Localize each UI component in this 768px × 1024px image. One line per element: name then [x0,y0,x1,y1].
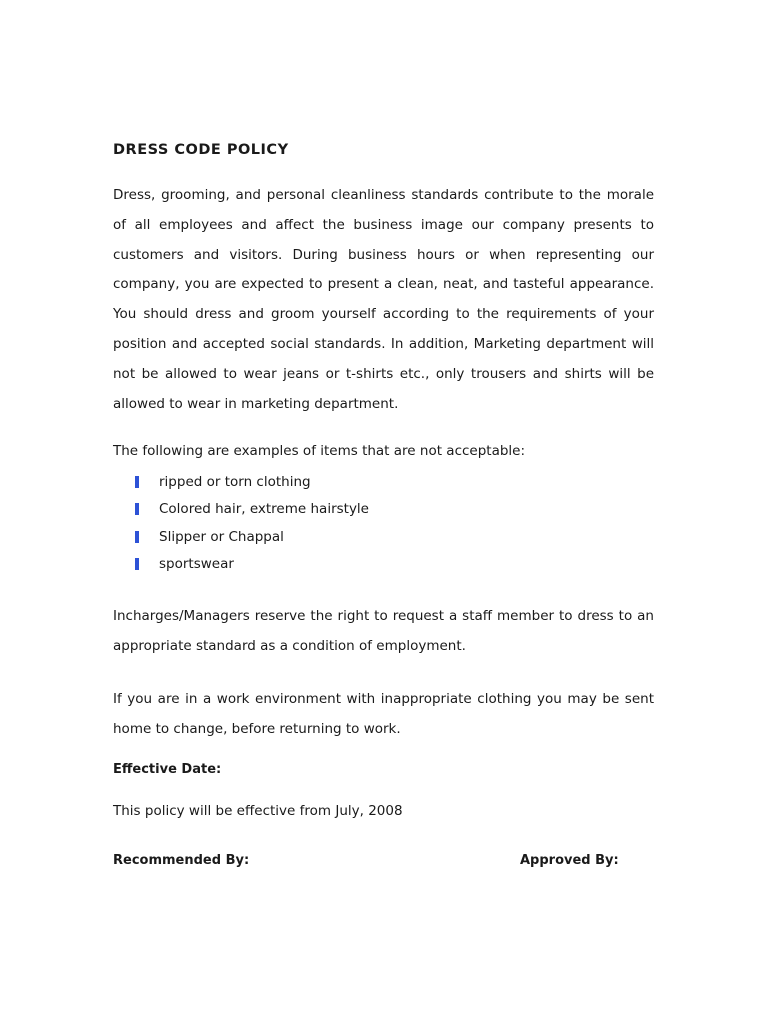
bullet-icon [135,558,139,570]
document-title: DRESS CODE POLICY [113,142,289,158]
list-item-text: Colored hair, extreme hairstyle [159,501,369,518]
effective-date-text: This policy will be effective from July, 2008 [113,803,403,819]
list-item-text: sportswear [159,556,234,573]
bullet-icon [135,503,139,515]
list-item [135,496,369,524]
list-item-text: ripped or torn clothing [159,473,311,490]
list-item [135,523,369,551]
recommended-by-label: Recommended By: [113,853,250,868]
managers-paragraph: Incharges/Managers reserve the right to request a staff member to dress to an appropriate standard as a condition of employment. [113,608,654,654]
bullet-icon [135,476,139,488]
unacceptable-items-list [135,468,369,578]
effective-date-heading: Effective Date: [113,762,222,777]
list-item-text: Slipper or Chappal [159,528,284,545]
list-item [135,551,369,579]
policy-paragraph: Dress, grooming, and personal cleanliness standards contribute to the morale of all employees and affect the business image our company presents to customers and visitors. During business hours or when representing our company, you are expected to present a clean, neat, and tasteful appearance. You should dress and groom yourself according to the requirements of your position and accepted social standards. In addition, Marketing department will not be allowed to wear jeans or t-shirts etc., only trousers and shirts will be allowed to wear in marketing department. [113,187,654,412]
work-environment-paragraph: If you are in a work environment with inappropriate clothing you may be sent home to change, before returning to work. [113,691,654,737]
bullet-icon [135,531,139,543]
list-intro: The following are examples of items that are not acceptable: [113,443,526,459]
list-item [135,468,369,496]
approved-by-label: Approved By: [520,853,619,868]
